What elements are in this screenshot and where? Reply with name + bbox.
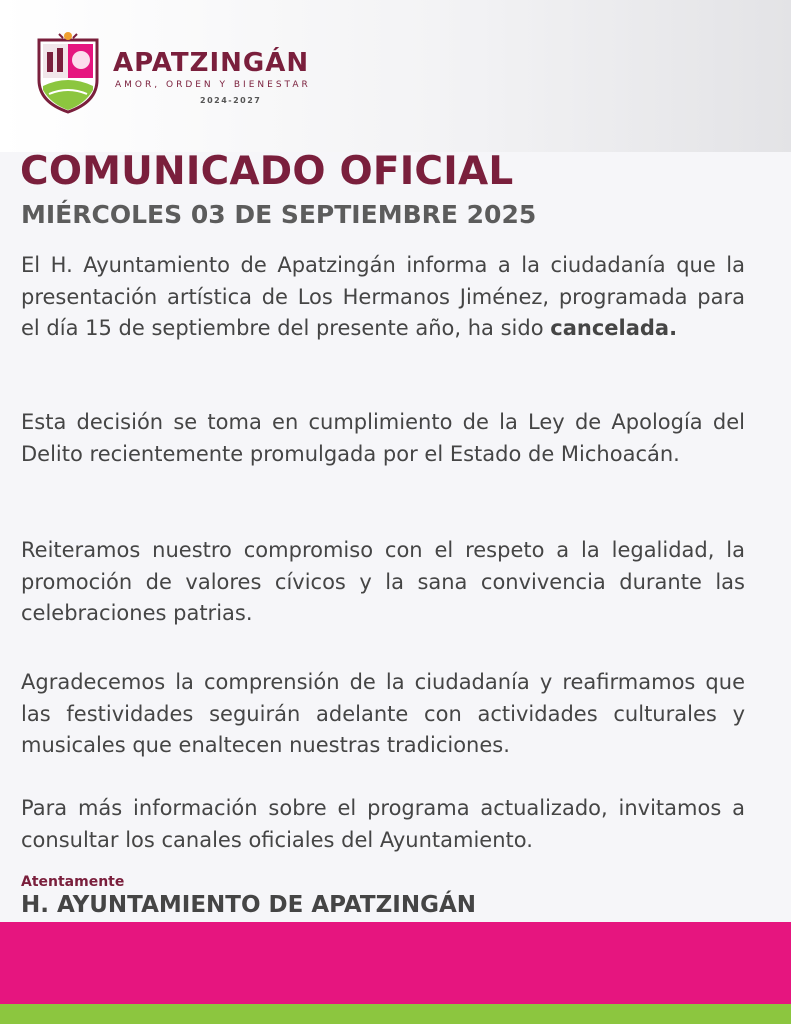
municipal-shield-icon xyxy=(35,30,101,114)
brand-tagline: AMOR, ORDEN Y BIENESTAR xyxy=(115,80,311,90)
page-title: COMUNICADO OFICIAL xyxy=(20,149,514,194)
signature-label: Atentamente xyxy=(21,874,125,890)
header-banner xyxy=(0,0,791,152)
paragraph-thanks: Agradecemos la comprensión de la ciudadanía y reafirmamos que las festividades seguirán adelante con actividades culturales y musicales que enaltecen nuestras tradiciones. xyxy=(21,670,745,757)
signature-name: H. AYUNTAMIENTO DE APATZINGÁN xyxy=(21,892,477,918)
paragraph-commitment: Reiteramos nuestro compromiso con el respeto a la legalidad, la promoción de valores cívicos y la sana convivencia durante las celebraciones patrias. xyxy=(21,538,745,625)
paragraph-more-info: Para más información sobre el programa actualizado, invitamos a consultar los canales oficiales del Ayuntamiento. xyxy=(21,796,745,852)
document-date: MIÉRCOLES 03 DE SEPTIEMBRE 2025 xyxy=(21,200,537,229)
footer-pink-band xyxy=(0,922,791,1004)
brand-years: 2024-2027 xyxy=(200,96,262,105)
paragraph-announcement xyxy=(21,250,745,345)
paragraph-1-text: El H. Ayuntamiento de Apatzingán informa a la ciudadanía que la presentación artística de Los Hermanos Jiménez, programada para el día 15 de septiembre del presente año, ha sido xyxy=(21,253,745,340)
brand-name: APATZINGÁN xyxy=(113,48,310,78)
cancelled-emphasis: cancelada. xyxy=(550,316,678,340)
paragraph-reason: Esta decisión se toma en cumplimiento de la Ley de Apología del Delito recientemente promulgada por el Estado de Michoacán. xyxy=(21,410,745,466)
footer-green-band xyxy=(0,1004,791,1024)
